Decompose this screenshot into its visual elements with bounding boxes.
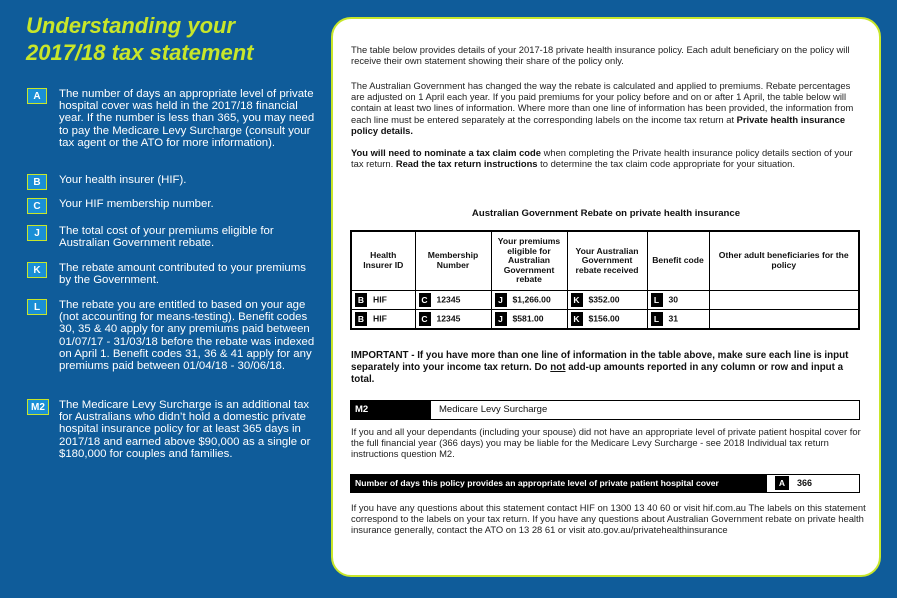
table-row bbox=[351, 310, 859, 330]
rebate-table bbox=[350, 230, 860, 330]
legend-badge-k: K bbox=[27, 262, 47, 278]
days-code: A bbox=[775, 476, 789, 490]
tag-k: K bbox=[571, 293, 583, 307]
title-line-2: 2017/18 tax statement bbox=[26, 40, 254, 65]
important-text-1: IMPORTANT - If you have more than one line of information in the table above, make sure each line is input separately into your income tax return. Do bbox=[351, 350, 849, 373]
cell-insurer bbox=[351, 291, 415, 310]
insurer-value: HIF bbox=[373, 313, 387, 324]
tax-claim-text-1: when completing the Private health insurance policy details section of your tax return. bbox=[351, 147, 853, 170]
membership-value: 12345 bbox=[436, 294, 461, 305]
table-header-row bbox=[351, 231, 859, 291]
legend-badge-m2: M2 bbox=[27, 399, 49, 415]
rebate-change-text: The Australian Government has changed the way the rebate is calculated and applied to premiums. Rebate percentages are adjusted on 1 April each year. If you paid premiums for your policy before and on or after 1 April, the table below will contain at least two lines of information. Where more than one line of information has been provided, the information from each line must be entered separately at the corresponding labels on the income tax return at bbox=[351, 80, 854, 125]
table-caption: Australian Government Rebate on private health insurance bbox=[471, 208, 741, 219]
table-row bbox=[351, 291, 859, 310]
header-insurer: Health Insurer ID bbox=[351, 231, 415, 291]
benefit-value: 30 bbox=[668, 294, 679, 305]
rebate-change-bold: Private health insurance policy details. bbox=[351, 113, 846, 136]
rebate-value: $156.00 bbox=[588, 313, 620, 324]
rebate-change-paragraph bbox=[351, 80, 866, 136]
legend-badge-l: L bbox=[27, 299, 47, 315]
left-column bbox=[0, 0, 326, 598]
m2-code: M2 bbox=[351, 401, 431, 419]
legend-badge-j: J bbox=[27, 225, 47, 241]
legend-text-m2: The Medicare Levy Surcharge is an additional tax for Australians who didn’t hold a domestic private hospital insurance policy for at least 365 days in 2017/18 and earned above $90,000 as a single or $180,000 for couples and families. bbox=[59, 399, 311, 460]
header-membership: Membership Number bbox=[415, 231, 491, 291]
legend-text-b: Your health insurer (HIF). bbox=[59, 174, 187, 186]
tag-c: C bbox=[419, 312, 431, 326]
cell-rebate bbox=[567, 291, 647, 310]
tag-l: L bbox=[651, 312, 663, 326]
tag-j: J bbox=[495, 293, 507, 307]
legend-badge-c: C bbox=[27, 198, 47, 214]
m2-paragraph: If you and all your dependants (including your spouse) did not have an appropriate level of private patient hospital cover for the full financial year (366 days) you may be liable for the Medicare Levy Surcharge - see 2018 Individual tax return instructions question M2. bbox=[351, 426, 861, 460]
rebate-value: $352.00 bbox=[588, 294, 620, 305]
tax-claim-bold-1: You will need to nominate a tax claim code bbox=[351, 147, 541, 158]
legend-text-c: Your HIF membership number. bbox=[59, 198, 214, 210]
tag-b: B bbox=[355, 312, 367, 326]
header-other: Other adult beneficiaries for the policy bbox=[709, 231, 859, 291]
footer-paragraph: If you have any questions about this statement contact HIF on 1300 13 40 60 or visit hif.com.au The labels on this statement correspond to the labels on your tax return. If you have any questions about Australian Government rebate on private health insurance generally, contact the ATO on 13 28 61 or visit ato.gov.au/privatehealthinsurance bbox=[351, 502, 866, 536]
m2-label: Medicare Levy Surcharge bbox=[439, 404, 548, 415]
days-value: 366 bbox=[797, 478, 813, 488]
cell-rebate bbox=[567, 310, 647, 330]
membership-value: 12345 bbox=[436, 313, 461, 324]
tag-j: J bbox=[495, 312, 507, 326]
cell-premiums bbox=[491, 310, 567, 330]
page-title bbox=[26, 12, 326, 66]
premiums-value: $1,266.00 bbox=[512, 294, 551, 305]
tag-l: L bbox=[651, 293, 663, 307]
important-not: not bbox=[550, 362, 566, 373]
cell-benefit bbox=[647, 310, 709, 330]
important-text-2: add-up amounts reported in any column or row and input a total. bbox=[351, 362, 844, 385]
legend-text-a: The number of days an appropriate level of private hospital cover was held in the 2017/18 financial year. If the number is less than 365, you may need to pay the Medicare Levy Surcharge (consult your tax agent or the ATO for more information). bbox=[59, 88, 315, 149]
title-line-1: Understanding your bbox=[26, 13, 236, 38]
days-row bbox=[350, 474, 860, 493]
tax-claim-bold-2: Read the tax return instructions bbox=[395, 158, 538, 170]
legend-badge-a: A bbox=[27, 88, 47, 104]
tag-k: K bbox=[571, 312, 583, 326]
benefit-value: 31 bbox=[668, 313, 679, 324]
header-benefit: Benefit code bbox=[647, 231, 709, 291]
tax-claim-text-2: to determine the tax claim code appropriate for your situation. bbox=[540, 158, 795, 170]
header-rebate: Your Australian Government rebate received bbox=[567, 231, 647, 291]
statement-panel bbox=[331, 17, 881, 577]
premiums-value: $581.00 bbox=[512, 313, 544, 324]
legend-text-l: The rebate you are entitled to based on your age (not accounting for means-testing). Benefit codes 30, 35 & 40 apply for any premiums paid between 01/07/17 - 31/03/18 before the rebate was indexed on April 1. Benefit codes 31, 36 & 41 apply for any premiums paid between 01/04/18 - 30/06/18. bbox=[59, 299, 315, 373]
days-label: Number of days this policy provides an appropriate level of private patient hospital cover bbox=[351, 475, 767, 492]
tax-claim-paragraph bbox=[351, 147, 866, 169]
important-notice bbox=[351, 350, 866, 386]
legend-badge-b: B bbox=[27, 174, 47, 190]
cell-other bbox=[709, 310, 859, 330]
cell-membership bbox=[415, 291, 491, 310]
cell-membership bbox=[415, 310, 491, 330]
tag-b: B bbox=[355, 293, 367, 307]
legend-text-k: The rebate amount contributed to your premiums by the Government. bbox=[59, 262, 306, 287]
tag-c: C bbox=[419, 293, 431, 307]
intro-paragraph: The table below provides details of your 2017-18 private health insurance policy. Each adult beneficiary on the policy will receive their own statement showing their share of the policy only. bbox=[351, 44, 850, 67]
cell-insurer bbox=[351, 310, 415, 330]
cell-other bbox=[709, 291, 859, 310]
legend-text-j: The total cost of your premiums eligible for Australian Government rebate. bbox=[59, 225, 274, 250]
cell-premiums bbox=[491, 291, 567, 310]
m2-row bbox=[350, 400, 860, 420]
header-premiums: Your premiums eligible for Australian Government rebate bbox=[491, 231, 567, 291]
cell-benefit bbox=[647, 291, 709, 310]
insurer-value: HIF bbox=[373, 294, 387, 305]
